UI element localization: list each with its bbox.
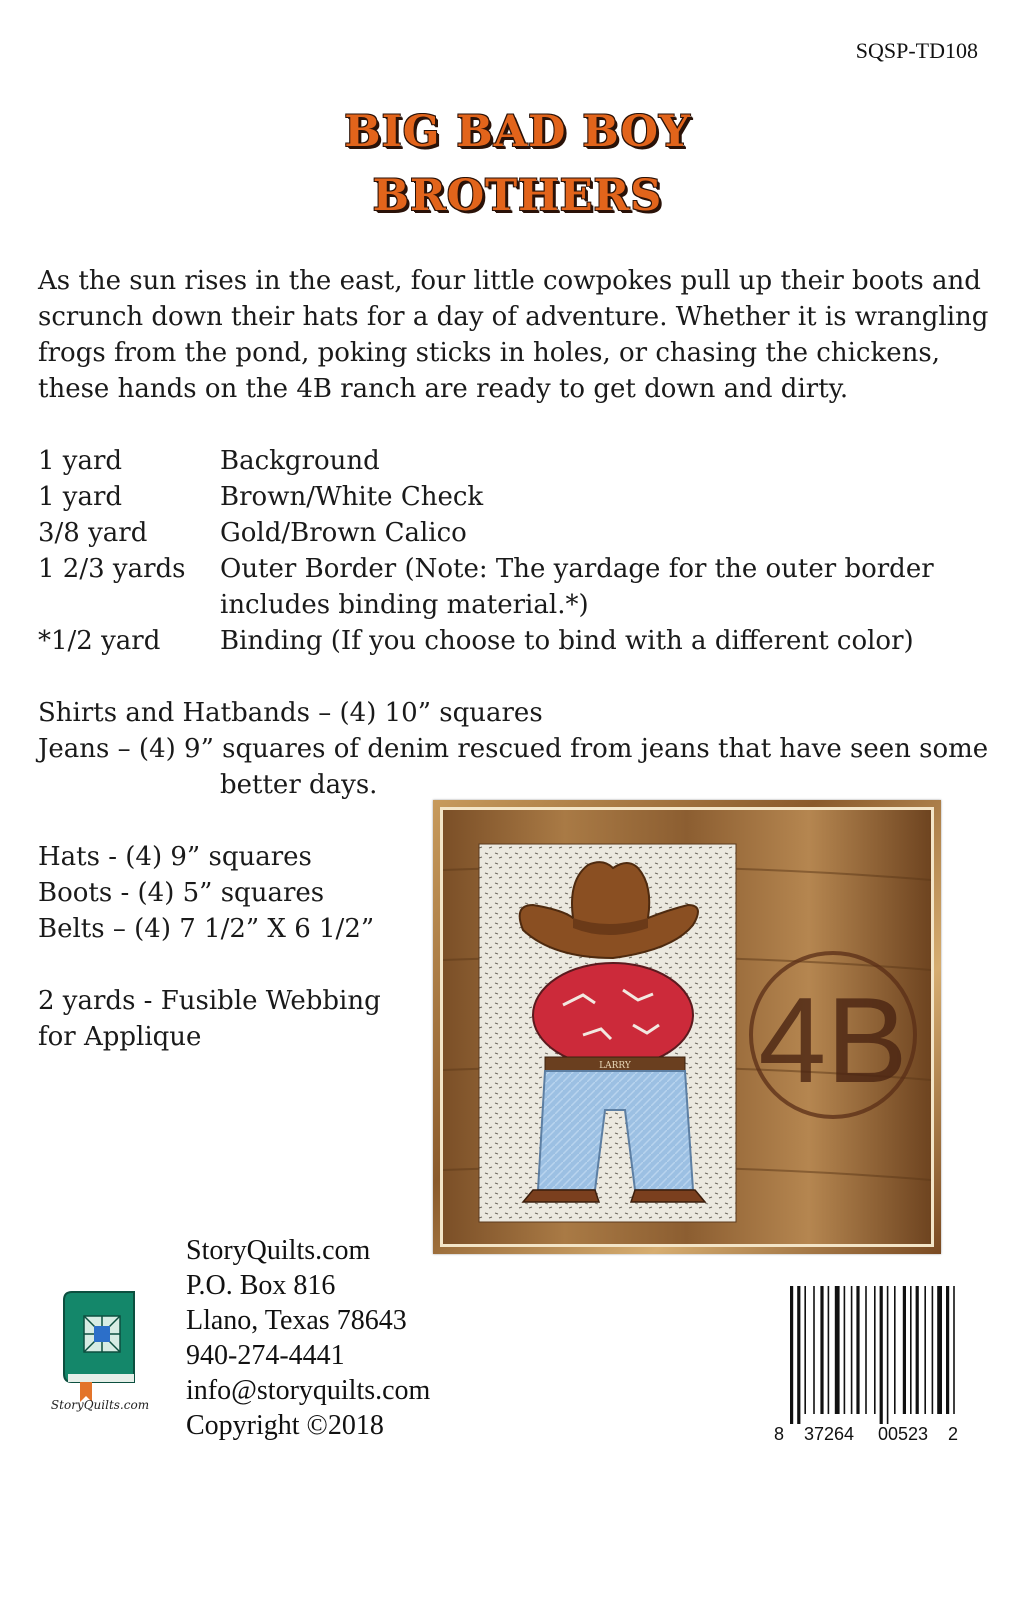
supply-desc: Background: [220, 446, 380, 476]
webbing-line-continued: for Applique: [38, 1022, 202, 1052]
supply-desc: Binding (If you choose to bind with a different color): [220, 626, 914, 656]
website[interactable]: StoryQuilts.com: [186, 1235, 371, 1266]
barcode-left-group: 37264: [804, 1424, 855, 1444]
barcode-bar: [937, 1286, 942, 1414]
supply-qty: [38, 587, 220, 623]
supply-row: [38, 443, 998, 479]
contact-info: [186, 1233, 430, 1443]
supply-row: [38, 623, 998, 659]
supply-row: [38, 587, 998, 623]
supply-desc: includes binding material.*): [220, 590, 589, 620]
barcode-bar: [804, 1286, 806, 1414]
jeans-line-continued: better days.: [220, 770, 378, 800]
barcode-bar: [797, 1286, 800, 1424]
intro-line: As the sun rises in the east, four little cowpokes pull up their boots and: [38, 266, 981, 296]
phone-number: 940-274-4441: [186, 1340, 345, 1371]
barcode-bar: [835, 1286, 840, 1414]
city-state-zip: Llano, Texas 78643: [186, 1305, 407, 1336]
supply-desc: Brown/White Check: [220, 482, 484, 512]
title-line-1: BIG BAD BOY: [344, 107, 691, 157]
square-requirements: [38, 695, 998, 803]
supply-qty: 1 yard: [38, 482, 123, 512]
intro-line: frogs from the pond, poking sticks in holes, or chasing the chickens,: [38, 338, 940, 368]
barcode-bar: [953, 1286, 955, 1414]
barcode-right-group: 00523: [878, 1424, 929, 1444]
belts-line: Belts – (4) 7 1/2” X 6 1/2”: [38, 914, 375, 944]
barcode: [790, 1286, 956, 1424]
barcode-bar: [887, 1286, 889, 1424]
title-line-2: BROTHERS: [372, 171, 663, 221]
brand-mark: 4B: [758, 972, 908, 1108]
barcode-bar: [880, 1286, 883, 1424]
quilt-photo-inner: [440, 807, 934, 1247]
barcode-bar: [916, 1286, 919, 1414]
supply-qty: *1/2 yard: [38, 626, 161, 656]
webbing-line: 2 yards - Fusible Webbing: [38, 986, 381, 1016]
supply-qty: 1 2/3 yards: [38, 554, 186, 584]
email[interactable]: info@storyquilts.com: [186, 1375, 431, 1406]
jeans-line: Jeans – (4) 9” squares of denim rescued from jeans that have seen some: [38, 734, 989, 764]
supply-desc: Outer Border (Note: The yardage for the outer border: [220, 554, 934, 584]
supply-row: [38, 551, 998, 587]
intro-paragraph: [38, 263, 998, 407]
supply-qty: 1 yard: [38, 446, 123, 476]
po-box: P.O. Box 816: [186, 1270, 336, 1301]
hats-line: Hats - (4) 9” squares: [38, 842, 312, 872]
quilt-book-icon: [50, 1286, 150, 1416]
barcode-bar: [932, 1286, 934, 1414]
barcode-bar: [790, 1286, 793, 1424]
barcode-bar: [820, 1286, 823, 1414]
barcode-bar: [903, 1286, 906, 1414]
supply-row: [38, 515, 998, 551]
barcode-bar: [813, 1286, 815, 1414]
shirts-line: Shirts and Hatbands – (4) 10” squares: [38, 698, 543, 728]
copyright: Copyright ©2018: [186, 1410, 384, 1441]
supply-desc: Gold/Brown Calico: [220, 518, 467, 548]
barcode-bar: [865, 1286, 867, 1414]
boots-line: Boots - (4) 5” squares: [38, 878, 325, 908]
barcode-bar: [910, 1286, 912, 1414]
cowboy-quilt-illustration: [443, 810, 931, 1244]
barcode-bar: [924, 1286, 926, 1414]
barcode-bar: [856, 1286, 859, 1414]
barcode-last-digit: 2: [948, 1424, 959, 1444]
barcode-bar: [874, 1286, 876, 1414]
barcode-bar: [828, 1286, 830, 1414]
supply-qty: 3/8 yard: [38, 518, 148, 548]
barcode-first-digit: 8: [774, 1424, 785, 1444]
pattern-title: [0, 100, 1035, 228]
barcode-bar: [844, 1286, 846, 1414]
barcode-bar: [851, 1286, 853, 1414]
barcode-bar: [946, 1286, 949, 1414]
intro-line: these hands on the 4B ranch are ready to get down and dirty.: [38, 374, 849, 404]
barcode-bar: [894, 1286, 896, 1414]
intro-line: scrunch down their hats for a day of adventure. Whether it is wrangling: [38, 302, 989, 332]
fabric-requirements: [38, 443, 998, 659]
quilt-photo: [433, 800, 941, 1254]
additional-requirements: [38, 839, 438, 1055]
belt-name: LARRY: [599, 1061, 631, 1071]
sku-code: SQSP-TD108: [855, 38, 978, 63]
supply-row: [38, 479, 998, 515]
logo-label: StoryQuilts.com: [50, 1398, 150, 1412]
